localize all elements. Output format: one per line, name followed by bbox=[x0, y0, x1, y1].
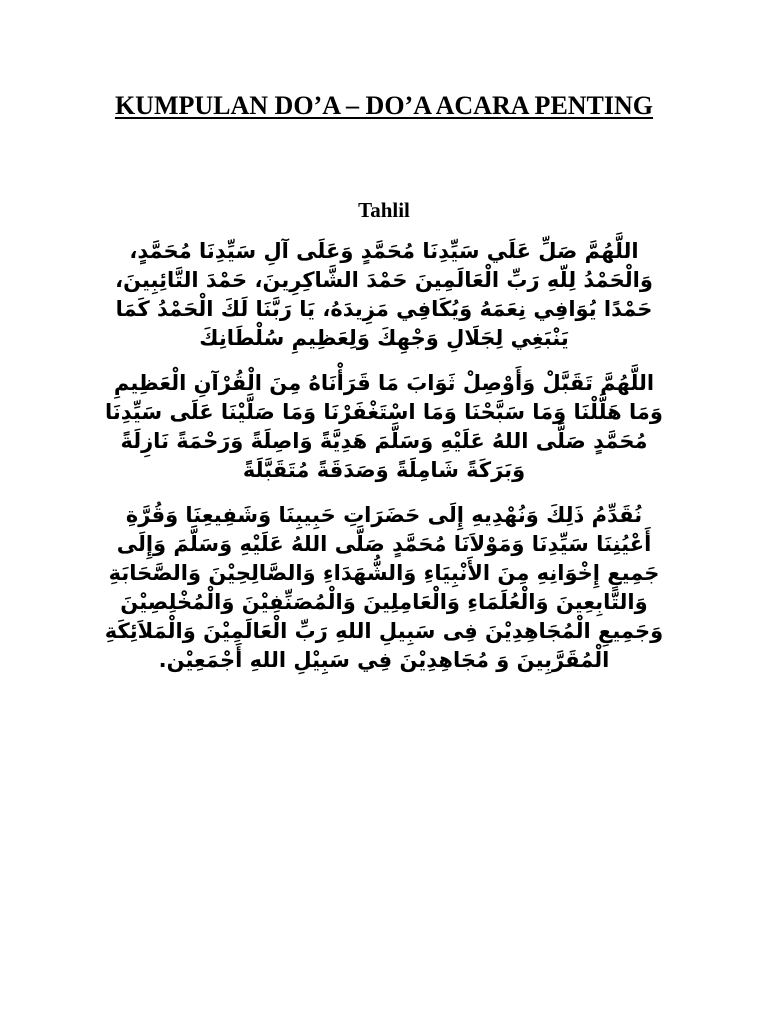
prayer-paragraph-3: نُقَدِّمُ ذَلِكَ وَنُهْدِيهِ إِلَى حَضَرَاتِ حَبِيبِنَا وَشَفِيعِنَا وَقُرَّةِ أَعْيُنِنَا سَيِّدِنَا وَمَوْلاَنَا مُحَمَّدٍ صَلَّى اللهُ عَلَيْهِ وَسَلَّمَ وَإِلَى جَمِيعِ إِخْوَانِهِ مِنَ الأَنْبِيَاءِ وَالشُّهَدَاءِ وَالصَّالِحِيْنَ وَالصَّحَابَةِ وَالتَّابِعِينَ وَالْعُلَمَاءِ وَالْعَامِلِينَ وَالْمُصَنِّفِيْنَ وَالْمُخْلِصِيْنَ وَجَمِيعِ الْمُجَاهِدِيْنَ فِى سَبِيلِ اللهِ رَبِّ الْعَالَمِيْنَ وَالْمَلاَئِكَةِ الْمُقَرَّبِينَ وَ مُجَاهِدِيْنَ فِي سَبِيْلِ اللهِ أَجْمَعِيْن. bbox=[104, 503, 664, 672]
section-heading: Tahlil bbox=[358, 198, 410, 222]
prayer-paragraph-2: اللَّهُمَّ تَقَبَّلْ وَأَوْصِلْ ثَوَابَ مَا قَرَأْنَاهُ مِنَ الْقُرْآنِ الْعَظِيمِ وَمَا هَلَّلْنَا وَمَا سَبَّحْنَا وَمَا اسْتَغْفَرْنَا وَمَا صَلَّيْنَا عَلَى سَيِّدِنَا مُحَمَّدٍ صَلَّى اللهُ عَلَيْهِ وَسَلَّمَ هَدِيَّةً وَاصِلَةً وَرَحْمَةً نَازِلَةً وَبَرَكَةً شَامِلَةً وَصَدَقَةً مُتَقَبَّلَةً bbox=[105, 371, 663, 482]
document-title: KUMPULAN DO’A – DO’A ACARA PENTING bbox=[114, 91, 654, 120]
prayer-paragraph-1: اللَّهُمَّ صَلِّ عَلَي سَيِّدِنَا مُحَمَّدٍ وَعَلَى آلِ سَيِّدِنَا مُحَمَّدٍ، وَالْحَمْدُ لِلّهِ رَبِّ الْعَالَمِينَ حَمْدَ الشَّاكِرِينَ، حَمْدَ التَّائِبِينَ، حَمْدًا يُوَافِي نِعَمَهُ وَيُكَافِي مَزِيدَهُ، يَا رَبَّنَا لَكَ الْحَمْدُ كَمَا يَنْبَغِي لِجَلَالِ وَجْهِكَ وَلِعَظِيمِ سُلْطَانِكَ bbox=[115, 239, 653, 350]
